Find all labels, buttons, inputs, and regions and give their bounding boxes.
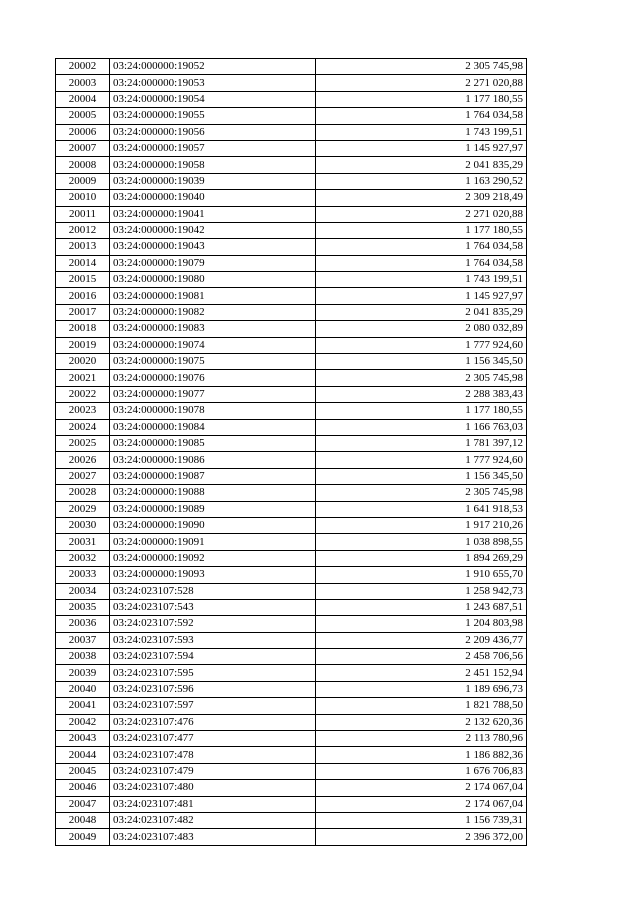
cadastral-number-cell: 03:24:000000:19056 bbox=[110, 124, 316, 140]
cadastral-number-cell: 03:24:000000:19055 bbox=[110, 108, 316, 124]
table-row bbox=[56, 714, 527, 730]
cadastral-number-cell: 03:24:000000:19042 bbox=[110, 222, 316, 238]
cadastral-value-cell: 1 910 655,70 bbox=[316, 567, 527, 583]
cadastral-number-cell: 03:24:000000:19089 bbox=[110, 501, 316, 517]
row-number-cell: 20036 bbox=[56, 616, 110, 632]
table-row bbox=[56, 124, 527, 140]
row-number-cell: 20048 bbox=[56, 812, 110, 828]
table-row bbox=[56, 354, 527, 370]
row-number-cell: 20017 bbox=[56, 304, 110, 320]
cadastral-number-cell: 03:24:000000:19088 bbox=[110, 485, 316, 501]
row-number-cell: 20020 bbox=[56, 354, 110, 370]
row-number-cell: 20047 bbox=[56, 796, 110, 812]
row-number-cell: 20041 bbox=[56, 698, 110, 714]
table-row bbox=[56, 517, 527, 533]
table-row bbox=[56, 370, 527, 386]
table-row bbox=[56, 288, 527, 304]
row-number-cell: 20005 bbox=[56, 108, 110, 124]
cadastral-value-cell: 1 777 924,60 bbox=[316, 452, 527, 468]
cadastral-value-cell: 2 174 067,04 bbox=[316, 780, 527, 796]
cadastral-value-cell: 2 305 745,98 bbox=[316, 485, 527, 501]
cadastral-value-cell: 1 243 687,51 bbox=[316, 599, 527, 615]
table-row bbox=[56, 567, 527, 583]
cadastral-value-cell: 1 145 927,97 bbox=[316, 140, 527, 156]
cadastral-value-cell: 1 743 199,51 bbox=[316, 124, 527, 140]
cadastral-value-cell: 1 156 345,50 bbox=[316, 468, 527, 484]
cadastral-value-cell: 2 288 383,43 bbox=[316, 386, 527, 402]
cadastral-number-cell: 03:24:000000:19058 bbox=[110, 157, 316, 173]
table-row bbox=[56, 698, 527, 714]
cadastral-number-cell: 03:24:000000:19078 bbox=[110, 403, 316, 419]
cadastral-number-cell: 03:24:000000:19052 bbox=[110, 59, 316, 75]
row-number-cell: 20049 bbox=[56, 829, 110, 845]
table-row bbox=[56, 59, 527, 75]
cadastral-number-cell: 03:24:000000:19075 bbox=[110, 354, 316, 370]
cadastral-value-cell: 1 166 763,03 bbox=[316, 419, 527, 435]
table-row bbox=[56, 550, 527, 566]
row-number-cell: 20022 bbox=[56, 386, 110, 402]
row-number-cell: 20011 bbox=[56, 206, 110, 222]
cadastral-value-cell: 2 041 835,29 bbox=[316, 157, 527, 173]
row-number-cell: 20021 bbox=[56, 370, 110, 386]
cadastral-number-cell: 03:24:000000:19039 bbox=[110, 173, 316, 189]
cadastral-number-cell: 03:24:023107:594 bbox=[110, 649, 316, 665]
table-row bbox=[56, 681, 527, 697]
cadastral-value-cell: 1 743 199,51 bbox=[316, 272, 527, 288]
row-number-cell: 20018 bbox=[56, 321, 110, 337]
table-row bbox=[56, 747, 527, 763]
cadastral-number-cell: 03:24:023107:476 bbox=[110, 714, 316, 730]
table-row bbox=[56, 812, 527, 828]
row-number-cell: 20015 bbox=[56, 272, 110, 288]
row-number-cell: 20044 bbox=[56, 747, 110, 763]
cadastral-value-cell: 1 156 345,50 bbox=[316, 354, 527, 370]
table-row bbox=[56, 583, 527, 599]
table-row bbox=[56, 665, 527, 681]
cadastral-value-cell: 1 917 210,26 bbox=[316, 517, 527, 533]
cadastral-value-cell: 2 271 020,88 bbox=[316, 206, 527, 222]
cadastral-value-cell: 1 177 180,55 bbox=[316, 403, 527, 419]
cadastral-value-cell: 1 177 180,55 bbox=[316, 91, 527, 107]
cadastral-number-cell: 03:24:000000:19057 bbox=[110, 140, 316, 156]
cadastral-number-cell: 03:24:023107:592 bbox=[110, 616, 316, 632]
cadastral-number-cell: 03:24:023107:528 bbox=[110, 583, 316, 599]
cadastral-value-cell: 1 777 924,60 bbox=[316, 337, 527, 353]
row-number-cell: 20039 bbox=[56, 665, 110, 681]
cadastral-value-cell: 2 271 020,88 bbox=[316, 75, 527, 91]
row-number-cell: 20019 bbox=[56, 337, 110, 353]
cadastral-value-cell: 1 641 918,53 bbox=[316, 501, 527, 517]
row-number-cell: 20043 bbox=[56, 731, 110, 747]
cadastral-value-cell: 2 396 372,00 bbox=[316, 829, 527, 845]
row-number-cell: 20040 bbox=[56, 681, 110, 697]
row-number-cell: 20031 bbox=[56, 534, 110, 550]
cadastral-value-cell: 2 309 218,49 bbox=[316, 190, 527, 206]
cadastral-value-cell: 2 209 436,77 bbox=[316, 632, 527, 648]
row-number-cell: 20030 bbox=[56, 517, 110, 533]
row-number-cell: 20032 bbox=[56, 550, 110, 566]
table-row bbox=[56, 304, 527, 320]
table-row bbox=[56, 272, 527, 288]
cadastral-value-cell: 1 894 269,29 bbox=[316, 550, 527, 566]
table-row bbox=[56, 485, 527, 501]
cadastral-value-cell: 1 177 180,55 bbox=[316, 222, 527, 238]
row-number-cell: 20027 bbox=[56, 468, 110, 484]
row-number-cell: 20004 bbox=[56, 91, 110, 107]
table-row bbox=[56, 796, 527, 812]
row-number-cell: 20026 bbox=[56, 452, 110, 468]
cadastral-number-cell: 03:24:000000:19076 bbox=[110, 370, 316, 386]
cadastral-number-cell: 03:24:023107:597 bbox=[110, 698, 316, 714]
cadastral-number-cell: 03:24:023107:481 bbox=[110, 796, 316, 812]
cadastral-value-cell: 1 156 739,31 bbox=[316, 812, 527, 828]
row-number-cell: 20035 bbox=[56, 599, 110, 615]
table-row bbox=[56, 468, 527, 484]
table-row bbox=[56, 386, 527, 402]
table-row bbox=[56, 763, 527, 779]
cadastral-value-cell: 2 080 032,89 bbox=[316, 321, 527, 337]
row-number-cell: 20046 bbox=[56, 780, 110, 796]
row-number-cell: 20008 bbox=[56, 157, 110, 173]
cadastral-value-cell: 2 305 745,98 bbox=[316, 370, 527, 386]
row-number-cell: 20007 bbox=[56, 140, 110, 156]
cadastral-number-cell: 03:24:000000:19085 bbox=[110, 435, 316, 451]
table-row bbox=[56, 190, 527, 206]
table-row bbox=[56, 419, 527, 435]
cadastral-value-table bbox=[55, 58, 527, 846]
table-row bbox=[56, 108, 527, 124]
cadastral-number-cell: 03:24:023107:480 bbox=[110, 780, 316, 796]
cadastral-number-cell: 03:24:000000:19083 bbox=[110, 321, 316, 337]
table-row bbox=[56, 632, 527, 648]
table-row bbox=[56, 255, 527, 271]
cadastral-number-cell: 03:24:023107:593 bbox=[110, 632, 316, 648]
cadastral-value-cell: 1 781 397,12 bbox=[316, 435, 527, 451]
cadastral-value-cell: 1 204 803,98 bbox=[316, 616, 527, 632]
cadastral-number-cell: 03:24:000000:19043 bbox=[110, 239, 316, 255]
row-number-cell: 20003 bbox=[56, 75, 110, 91]
table-body bbox=[56, 59, 527, 846]
cadastral-number-cell: 03:24:000000:19084 bbox=[110, 419, 316, 435]
table-row bbox=[56, 731, 527, 747]
table-row bbox=[56, 403, 527, 419]
row-number-cell: 20034 bbox=[56, 583, 110, 599]
table-row bbox=[56, 649, 527, 665]
row-number-cell: 20010 bbox=[56, 190, 110, 206]
row-number-cell: 20016 bbox=[56, 288, 110, 304]
cadastral-number-cell: 03:24:023107:477 bbox=[110, 731, 316, 747]
cadastral-number-cell: 03:24:023107:478 bbox=[110, 747, 316, 763]
cadastral-value-cell: 1 038 898,55 bbox=[316, 534, 527, 550]
table-row bbox=[56, 337, 527, 353]
cadastral-number-cell: 03:24:023107:595 bbox=[110, 665, 316, 681]
table-row bbox=[56, 599, 527, 615]
table-row bbox=[56, 239, 527, 255]
cadastral-value-cell: 1 764 034,58 bbox=[316, 239, 527, 255]
row-number-cell: 20009 bbox=[56, 173, 110, 189]
cadastral-number-cell: 03:24:000000:19041 bbox=[110, 206, 316, 222]
cadastral-number-cell: 03:24:023107:479 bbox=[110, 763, 316, 779]
cadastral-number-cell: 03:24:000000:19091 bbox=[110, 534, 316, 550]
cadastral-value-cell: 1 821 788,50 bbox=[316, 698, 527, 714]
cadastral-value-cell: 2 458 706,56 bbox=[316, 649, 527, 665]
cadastral-number-cell: 03:24:000000:19074 bbox=[110, 337, 316, 353]
table-row bbox=[56, 616, 527, 632]
table-row bbox=[56, 91, 527, 107]
table-row bbox=[56, 452, 527, 468]
cadastral-number-cell: 03:24:000000:19077 bbox=[110, 386, 316, 402]
cadastral-value-cell: 1 258 942,73 bbox=[316, 583, 527, 599]
cadastral-number-cell: 03:24:000000:19079 bbox=[110, 255, 316, 271]
row-number-cell: 20024 bbox=[56, 419, 110, 435]
cadastral-number-cell: 03:24:023107:482 bbox=[110, 812, 316, 828]
row-number-cell: 20045 bbox=[56, 763, 110, 779]
cadastral-value-cell: 2 451 152,94 bbox=[316, 665, 527, 681]
table-row bbox=[56, 501, 527, 517]
row-number-cell: 20002 bbox=[56, 59, 110, 75]
table-row bbox=[56, 222, 527, 238]
table-row bbox=[56, 140, 527, 156]
row-number-cell: 20023 bbox=[56, 403, 110, 419]
cadastral-value-cell: 2 305 745,98 bbox=[316, 59, 527, 75]
row-number-cell: 20028 bbox=[56, 485, 110, 501]
cadastral-number-cell: 03:24:000000:19086 bbox=[110, 452, 316, 468]
cadastral-value-cell: 1 163 290,52 bbox=[316, 173, 527, 189]
table-row bbox=[56, 435, 527, 451]
cadastral-value-cell: 1 189 696,73 bbox=[316, 681, 527, 697]
row-number-cell: 20012 bbox=[56, 222, 110, 238]
row-number-cell: 20025 bbox=[56, 435, 110, 451]
table-row bbox=[56, 75, 527, 91]
table-row bbox=[56, 173, 527, 189]
table-row bbox=[56, 829, 527, 845]
cadastral-number-cell: 03:24:023107:483 bbox=[110, 829, 316, 845]
row-number-cell: 20006 bbox=[56, 124, 110, 140]
cadastral-number-cell: 03:24:023107:596 bbox=[110, 681, 316, 697]
cadastral-value-cell: 2 174 067,04 bbox=[316, 796, 527, 812]
cadastral-number-cell: 03:24:000000:19040 bbox=[110, 190, 316, 206]
cadastral-number-cell: 03:24:000000:19092 bbox=[110, 550, 316, 566]
cadastral-number-cell: 03:24:000000:19054 bbox=[110, 91, 316, 107]
row-number-cell: 20029 bbox=[56, 501, 110, 517]
cadastral-value-cell: 1 186 882,36 bbox=[316, 747, 527, 763]
cadastral-number-cell: 03:24:023107:543 bbox=[110, 599, 316, 615]
cadastral-value-cell: 1 764 034,58 bbox=[316, 255, 527, 271]
cadastral-number-cell: 03:24:000000:19087 bbox=[110, 468, 316, 484]
cadastral-value-cell: 1 764 034,58 bbox=[316, 108, 527, 124]
cadastral-value-cell: 2 113 780,96 bbox=[316, 731, 527, 747]
row-number-cell: 20014 bbox=[56, 255, 110, 271]
cadastral-number-cell: 03:24:000000:19093 bbox=[110, 567, 316, 583]
cadastral-number-cell: 03:24:000000:19081 bbox=[110, 288, 316, 304]
row-number-cell: 20042 bbox=[56, 714, 110, 730]
table-row bbox=[56, 206, 527, 222]
cadastral-value-cell: 2 041 835,29 bbox=[316, 304, 527, 320]
row-number-cell: 20033 bbox=[56, 567, 110, 583]
row-number-cell: 20038 bbox=[56, 649, 110, 665]
table-row bbox=[56, 157, 527, 173]
table-row bbox=[56, 321, 527, 337]
cadastral-number-cell: 03:24:000000:19080 bbox=[110, 272, 316, 288]
row-number-cell: 20013 bbox=[56, 239, 110, 255]
cadastral-value-cell: 1 676 706,83 bbox=[316, 763, 527, 779]
cadastral-value-cell: 1 145 927,97 bbox=[316, 288, 527, 304]
cadastral-value-cell: 2 132 620,36 bbox=[316, 714, 527, 730]
row-number-cell: 20037 bbox=[56, 632, 110, 648]
cadastral-number-cell: 03:24:000000:19053 bbox=[110, 75, 316, 91]
cadastral-number-cell: 03:24:000000:19090 bbox=[110, 517, 316, 533]
cadastral-number-cell: 03:24:000000:19082 bbox=[110, 304, 316, 320]
table-row bbox=[56, 780, 527, 796]
table-row bbox=[56, 534, 527, 550]
